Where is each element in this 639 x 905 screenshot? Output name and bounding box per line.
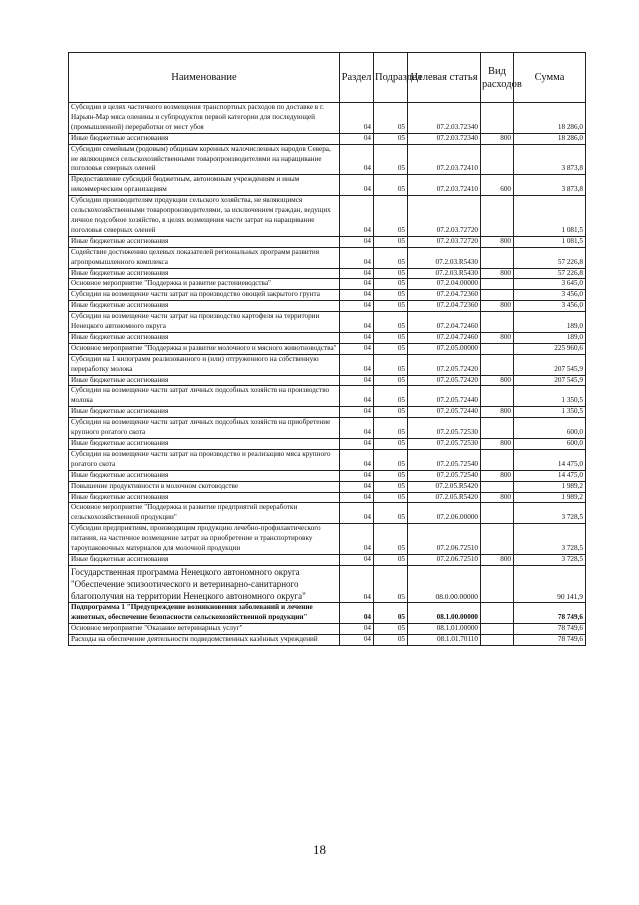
row-type: 800 (481, 236, 514, 247)
row-sum: 57 226,8 (514, 268, 586, 279)
row-type (481, 279, 514, 290)
row-section: 04 (340, 247, 374, 268)
row-subsection: 05 (374, 354, 408, 375)
row-target: 07.2.03.72340 (408, 103, 481, 134)
table-row (69, 268, 586, 279)
row-section: 04 (340, 144, 374, 175)
header-name: Наименование (69, 53, 340, 103)
row-type: 800 (481, 492, 514, 503)
row-target: 07.2.04.72460 (408, 312, 481, 333)
row-target: 07.2.03.72410 (408, 175, 481, 196)
table-row (69, 144, 586, 175)
row-type: 800 (481, 470, 514, 481)
row-sum: 90 141,9 (514, 565, 586, 602)
table-row (69, 492, 586, 503)
table-row (69, 133, 586, 144)
row-target: 07.2.05.72420 (408, 354, 481, 375)
row-target: 07.2.05.72540 (408, 449, 481, 470)
row-section: 04 (340, 279, 374, 290)
row-section: 04 (340, 407, 374, 418)
row-type (481, 103, 514, 134)
header-sum: Сумма (514, 53, 586, 103)
row-subsection: 05 (374, 439, 408, 450)
row-subsection: 05 (374, 492, 408, 503)
row-name: Иные бюджетные ассигнования (69, 554, 340, 565)
row-sum: 600,0 (514, 439, 586, 450)
row-type (481, 144, 514, 175)
row-subsection: 05 (374, 133, 408, 144)
row-name: Расходы на обеспечение деятельности подведомственных казённых учреждений (69, 634, 340, 645)
row-subsection: 05 (374, 290, 408, 301)
header-type: Вид расходов (481, 53, 514, 103)
row-sum: 1 989,2 (514, 481, 586, 492)
table-row (69, 312, 586, 333)
row-type (481, 196, 514, 237)
row-section: 04 (340, 103, 374, 134)
row-name: Иные бюджетные ассигнования (69, 236, 340, 247)
row-sum: 3 645,0 (514, 279, 586, 290)
row-sum: 78 749,6 (514, 623, 586, 634)
row-type (481, 418, 514, 439)
row-sum: 3 728,5 (514, 524, 586, 555)
row-target: 07.2.06.72510 (408, 524, 481, 555)
row-name: Субсидии семейным (родовым) общинам коренных малочисленных народов Севера, не являющимся сельскохозяйственными товаропроизводителями на наращивание поголовья северных оленей (69, 144, 340, 175)
row-name: Иные бюджетные ассигнования (69, 268, 340, 279)
row-target: 07.2.04.72360 (408, 290, 481, 301)
row-sum: 3 873,8 (514, 144, 586, 175)
row-target: 07.2.05.72440 (408, 407, 481, 418)
table-row (69, 375, 586, 386)
row-subsection: 05 (374, 481, 408, 492)
row-section: 04 (340, 439, 374, 450)
row-sum: 225 960,6 (514, 343, 586, 354)
row-section: 04 (340, 386, 374, 407)
row-section: 04 (340, 175, 374, 196)
row-subsection: 05 (374, 279, 408, 290)
row-name: Субсидии на возмещение части затрат на производство картофеля на территории Ненецкого автономного округа (69, 312, 340, 333)
row-section: 04 (340, 481, 374, 492)
row-type (481, 386, 514, 407)
table-row (69, 565, 586, 602)
row-subsection: 05 (374, 247, 408, 268)
header-target: Целевая статья (408, 53, 481, 103)
row-type (481, 290, 514, 301)
row-subsection: 05 (374, 386, 408, 407)
row-name: Иные бюджетные ассигнования (69, 332, 340, 343)
row-subsection: 05 (374, 175, 408, 196)
row-sum: 14 475,0 (514, 449, 586, 470)
row-name: Субсидии на возмещение части затрат личных подсобных хозяйств на приобретение крупного рогатого скота (69, 418, 340, 439)
row-type (481, 312, 514, 333)
row-sum: 600,0 (514, 418, 586, 439)
row-type (481, 503, 514, 524)
row-section: 04 (340, 634, 374, 645)
row-target: 07.2.05.72530 (408, 439, 481, 450)
table-row (69, 407, 586, 418)
row-target: 07.2.05.R5420 (408, 481, 481, 492)
row-subsection: 05 (374, 602, 408, 623)
row-section: 04 (340, 375, 374, 386)
row-sum: 14 475,0 (514, 470, 586, 481)
row-section: 04 (340, 290, 374, 301)
row-sum: 78 749,6 (514, 634, 586, 645)
row-subsection: 05 (374, 634, 408, 645)
row-type (481, 449, 514, 470)
table-row (69, 439, 586, 450)
row-section: 04 (340, 602, 374, 623)
table-row (69, 503, 586, 524)
row-target: 07.2.05.72530 (408, 418, 481, 439)
row-type (481, 354, 514, 375)
table-row (69, 602, 586, 623)
row-sum: 18 286,0 (514, 133, 586, 144)
table-row (69, 481, 586, 492)
table-row (69, 175, 586, 196)
row-sum: 189,0 (514, 332, 586, 343)
row-subsection: 05 (374, 470, 408, 481)
row-name: Субсидии на 1 килограмм реализованного и (или) отгруженного на собственную переработку молока (69, 354, 340, 375)
row-section: 04 (340, 449, 374, 470)
table-row (69, 386, 586, 407)
row-target: 08.1.01.00000 (408, 623, 481, 634)
table-row (69, 554, 586, 565)
row-sum: 1 350,5 (514, 407, 586, 418)
row-name: Предоставление субсидий бюджетным, автономным учреждениям и иным некоммерческим организациям (69, 175, 340, 196)
row-target: 07.2.06.00000 (408, 503, 481, 524)
table-row (69, 301, 586, 312)
row-target: 07.2.05.00000 (408, 343, 481, 354)
row-name: Иные бюджетные ассигнования (69, 407, 340, 418)
table-row (69, 343, 586, 354)
row-type: 800 (481, 332, 514, 343)
row-subsection: 05 (374, 196, 408, 237)
row-name: Основное мероприятие "Поддержка и развитие растениеводства" (69, 279, 340, 290)
row-type: 800 (481, 301, 514, 312)
row-subsection: 05 (374, 236, 408, 247)
row-target: 07.2.05.72420 (408, 375, 481, 386)
row-type (481, 602, 514, 623)
row-name: Субсидии на возмещение части затрат на производство овощей закрытого грунта (69, 290, 340, 301)
row-section: 04 (340, 268, 374, 279)
row-name: Иные бюджетные ассигнования (69, 133, 340, 144)
table-row (69, 332, 586, 343)
row-name: Иные бюджетные ассигнования (69, 301, 340, 312)
table-row (69, 247, 586, 268)
row-sum: 189,0 (514, 312, 586, 333)
row-target: 08.0.00.00000 (408, 565, 481, 602)
row-section: 04 (340, 312, 374, 333)
table-row (69, 418, 586, 439)
table-row (69, 524, 586, 555)
row-type: 800 (481, 407, 514, 418)
row-name: Субсидии в целях частичного возмещения транспортных расходов по доставке в г. Нарьян-Мар мяса оленины и субпродуктов первой категории для последующей (промышленной) переработки от мест убоя (69, 103, 340, 134)
row-sum: 207 545,9 (514, 375, 586, 386)
row-sum: 18 286,0 (514, 103, 586, 134)
table-row (69, 470, 586, 481)
row-target: 07.2.05.72540 (408, 470, 481, 481)
row-subsection: 05 (374, 268, 408, 279)
table-row (69, 354, 586, 375)
table-row (69, 103, 586, 134)
table-body (69, 103, 586, 646)
table-row (69, 279, 586, 290)
row-type (481, 623, 514, 634)
row-type: 800 (481, 133, 514, 144)
row-target: 07.2.03.72340 (408, 133, 481, 144)
row-target: 07.2.04.72360 (408, 301, 481, 312)
row-sum: 3 728,5 (514, 503, 586, 524)
row-subsection: 05 (374, 554, 408, 565)
row-target: 07.2.04.00000 (408, 279, 481, 290)
row-section: 04 (340, 492, 374, 503)
row-name: Иные бюджетные ассигнования (69, 375, 340, 386)
row-name: Подпрограмма 1 "Предупреждение возникновения заболеваний и лечение животных, обеспечение безопасности сельскохозяйственной продукции" (69, 602, 340, 623)
row-type (481, 565, 514, 602)
row-subsection: 05 (374, 524, 408, 555)
row-subsection: 05 (374, 565, 408, 602)
row-section: 04 (340, 470, 374, 481)
row-subsection: 05 (374, 449, 408, 470)
row-subsection: 05 (374, 407, 408, 418)
row-type (481, 634, 514, 645)
table-row (69, 623, 586, 634)
row-section: 04 (340, 554, 374, 565)
row-type: 800 (481, 554, 514, 565)
row-type (481, 481, 514, 492)
row-name: Иные бюджетные ассигнования (69, 492, 340, 503)
row-subsection: 05 (374, 503, 408, 524)
row-name: Субсидии на возмещение части затрат на производство и реализацию мяса крупного рогатого скота (69, 449, 340, 470)
row-name: Субсидии предприятиям, производящим продукцию лечебно-профилактического питания, на частичное возмещение затрат на приобретение и транспортировку тароупаковочных материалов для молочной продукции (69, 524, 340, 555)
row-section: 04 (340, 236, 374, 247)
table-row (69, 290, 586, 301)
row-sum: 3 728,5 (514, 554, 586, 565)
row-name: Основное мероприятие "Поддержка и развитие молочного и мясного животноводства" (69, 343, 340, 354)
row-subsection: 05 (374, 312, 408, 333)
row-name: Субсидии на возмещение части затрат личных подсобных хозяйств на производство молока (69, 386, 340, 407)
row-type (481, 247, 514, 268)
row-type: 600 (481, 175, 514, 196)
row-target: 07.2.06.72510 (408, 554, 481, 565)
row-sum: 207 545,9 (514, 354, 586, 375)
page-number: 18 (313, 842, 326, 857)
row-target: 08.1.01.70110 (408, 634, 481, 645)
row-sum: 1 350,5 (514, 386, 586, 407)
row-sum: 78 749,6 (514, 602, 586, 623)
row-sum: 1 989,2 (514, 492, 586, 503)
table-row (69, 449, 586, 470)
header-section: Раздел (340, 53, 374, 103)
row-type: 800 (481, 375, 514, 386)
row-name: Иные бюджетные ассигнования (69, 470, 340, 481)
row-name: Повышение продуктивности в молочном скотоводстве (69, 481, 340, 492)
row-sum: 57 226,8 (514, 247, 586, 268)
row-sum: 3 456,0 (514, 301, 586, 312)
row-name: Основное мероприятие "Поддержка и развитие предприятий переработки сельскохозяйственной продукции" (69, 503, 340, 524)
row-target: 07.2.03.72720 (408, 196, 481, 237)
row-subsection: 05 (374, 103, 408, 134)
row-sum: 3 873,8 (514, 175, 586, 196)
row-section: 04 (340, 332, 374, 343)
row-type: 800 (481, 268, 514, 279)
row-section: 04 (340, 524, 374, 555)
row-target: 07.2.03.R5430 (408, 247, 481, 268)
row-target: 07.2.05.R5420 (408, 492, 481, 503)
row-section: 04 (340, 623, 374, 634)
table-row (69, 634, 586, 645)
header-subsection: Подраздел (374, 53, 408, 103)
row-target: 07.2.03.72410 (408, 144, 481, 175)
row-target: 07.2.04.72460 (408, 332, 481, 343)
budget-table (68, 52, 586, 646)
table-header (69, 53, 586, 103)
row-target: 07.2.03.R5430 (408, 268, 481, 279)
row-subsection: 05 (374, 343, 408, 354)
row-section: 04 (340, 565, 374, 602)
row-name: Государственная программа Ненецкого автономного округа "Обеспечение эпизоотического и ветеринарно-санитарного благополучия на территории Ненецкого автономного округа" (69, 565, 340, 602)
row-name: Основное мероприятие "Оказание ветеринарных услуг" (69, 623, 340, 634)
row-name: Субсидии производителям продукции сельского хозяйства, не являющимся сельскохозяйственными товаропроизводителями, за исключением граждан, ведущих личное подсобное хозяйство, в целях возмещения части затрат на наращивание поголовья северных оленей (69, 196, 340, 237)
table-row (69, 236, 586, 247)
row-subsection: 05 (374, 301, 408, 312)
row-type (481, 524, 514, 555)
row-sum: 1 081,5 (514, 236, 586, 247)
row-subsection: 05 (374, 375, 408, 386)
row-section: 04 (340, 503, 374, 524)
row-section: 04 (340, 418, 374, 439)
row-subsection: 05 (374, 623, 408, 634)
row-name: Иные бюджетные ассигнования (69, 439, 340, 450)
row-type (481, 343, 514, 354)
row-name: Содействие достижению целевых показателей региональных программ развития агропромышленного комплекса (69, 247, 340, 268)
row-target: 07.2.05.72440 (408, 386, 481, 407)
row-section: 04 (340, 343, 374, 354)
table-row (69, 196, 586, 237)
row-section: 04 (340, 196, 374, 237)
row-subsection: 05 (374, 144, 408, 175)
row-section: 04 (340, 301, 374, 312)
row-section: 04 (340, 354, 374, 375)
row-subsection: 05 (374, 418, 408, 439)
row-sum: 1 081,5 (514, 196, 586, 237)
row-subsection: 05 (374, 332, 408, 343)
row-section: 04 (340, 133, 374, 144)
row-sum: 3 456,0 (514, 290, 586, 301)
row-type: 800 (481, 439, 514, 450)
row-target: 08.1.00.00000 (408, 602, 481, 623)
row-target: 07.2.03.72720 (408, 236, 481, 247)
